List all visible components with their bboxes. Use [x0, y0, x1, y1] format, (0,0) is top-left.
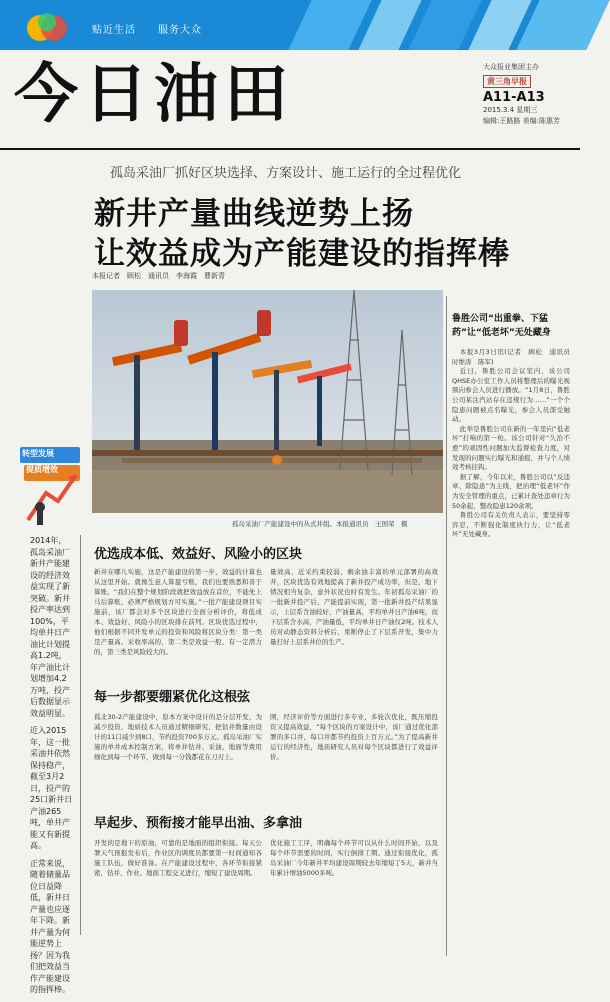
section-1-left-text: 新井在哪儿实施，这是产能建设的第一步，效益的计算也从这里开始。就像生意人算盈亏账，我们也要熟悉和善于算账。“我们在整个规划阶段就把效益放在首位，不能先上马后算账，必须严格规划方可实施。”一批产能建设项目实施前，该厂都会对多个区块进行全面分析评价，将低成本、效益好、风险小的区块排在前列。区块优选过程中，他们根据不同开发单元的投资和风险将区块分类：第一类是产量高、采收率高的，第二类是效益一般、有一定潜力的，第三类是风险较大的。 — [94, 568, 262, 656]
article-byline: 本报记者 顾松 通讯员 李海霞 曹新青 — [92, 272, 225, 280]
sidebar-paragraph: 2014年，孤岛采油厂新井产能建设的经济效益实现了新突破。新井投产率达到100%，平均单井日产油比计划提高1.2吨，年产油比计划增加4.2万吨，投产后数据显示效益明显。 — [30, 536, 70, 718]
right-article-paragraph: 据了解，今年以来，鲁胜公司以“反违章、除隐患”为主线，把治理“低老坏”作为安全管理的重点，已累计查处违章行为50余起，整改隐患120余项。 — [452, 472, 570, 510]
page-range: A11-A13 — [483, 90, 545, 105]
sidebar-paragraph: 近入2015年，这一批采油井依然保持稳产，截至3月2日，投产的25口新井日产油265吨，单井产能又有新提高。 — [30, 726, 73, 850]
right-article-byline: 本报3月3日讯(记者 顾松 通讯员 时维涛 陈军) — [452, 348, 577, 366]
right-article-title: 鲁胜公司“出重拳、下猛药”让“低老坏”无处藏身 — [452, 314, 551, 338]
top-banner — [0, 0, 580, 50]
article-subhead: 孤岛采油厂抓好区块选择、方案设计、施工运行的全过程优化 — [110, 166, 462, 181]
section-2-right-text: 围，经济评价等方面进行多专业、多轮次优化，既压缩投资又提高效益，“每个区块的方案设计中，该厂通过优化部署的多口井，每口井都节约投资上百万元。”为了提高新井运行的经济性，地质研究人员对每个区块都进行了效益评价。 — [270, 713, 438, 761]
section-title-3: 早起步、预衔接才能早出油、多拿油 — [94, 816, 303, 831]
oilfield-photo — [92, 290, 443, 513]
right-column-divider — [446, 296, 447, 956]
section-1-right-text: 量效高、近采约束较弱、剩余油丰富的单元部署的高效井，区块优选有效地提高了新井投产成功率，但是，地下情况相当复杂，意外状况也时有发生。年初孤岛采油厂的一批新井投产后，产能提前实现，第一批新井投产结果显示，上层系含油较好，产油量高，平均单井日产油6吨，而下层系含水高，产油量低，平均单井日产油仅2吨。技术人员对动静态资料分析后，果断停止了下层系开发，集中力量打好上层系井位的生产。 — [270, 568, 438, 646]
issue-date: 2015.3.4 星期三 — [483, 106, 538, 114]
photo-caption: 孤岛采油厂产能建设中的丛式井组。本报通讯员 王国荣 摄 — [232, 520, 408, 528]
section-3-right-text: 优化施工工序，明确每个环节可以从什么时间开始，以及每个环节需要的时间，实行倒排工期。通过衔接优化，孤岛采油厂今年新井平均建设周期较去年缩短了5天，新井当年累计增油5000多吨。 — [270, 839, 438, 877]
section-title-1: 优选成本低、效益好、风险小的区块 — [94, 547, 303, 562]
sidebar-paragraph: 正常来说，随着储量品位日益降低，新井日产量也应逐年下降。新井产量为何能逆势上扬？因为我们把效益当作产能建设的指挥棒。 — [30, 858, 70, 994]
badge-text: 转型发展 提质增效 — [22, 449, 58, 474]
column-divider — [80, 535, 81, 935]
masthead-divider — [0, 148, 580, 150]
right-article-body — [452, 348, 577, 540]
brand-badge: 黄三角早报 — [483, 75, 531, 88]
section-title-2: 每一步都要绷紧优化这根弦 — [94, 690, 251, 705]
right-article — [452, 312, 577, 540]
sidebar-intro — [30, 535, 74, 1002]
publisher: 大众报业集团主办 — [483, 63, 539, 71]
newspaper-logo — [20, 8, 82, 48]
right-article-paragraph: 此举是鲁胜公司在新的一年里向“低老坏”打响的第一枪。该公司针对“久治不愈”的顽固性问题加大监督检查力度，对发现的问题实行曝光和通报，并与个人绩效考核挂钩。 — [452, 424, 570, 472]
right-article-paragraph: 近日，鲁胜公司会议室内，该公司QHSE办公室工作人员将整理后的曝光视频向参会人员进行播放。“1月8日，鲁胜公司某注汽站存在违规行为……”一个个隐患问题被点名曝光，参会人员深受触动。 — [452, 367, 570, 424]
headline-line-2: 让效益成为产能建设的指挥棒 — [94, 236, 510, 272]
section-3-left-text: 开发的是地下的原油，可靠的是地面的组织衔接。每天公署天气预报发布后，作业区的调度员都要第一时间通知各施工队伍，做好准备。在产能建设过程中，各环节衔接紧密，钻井、作业、地面工程交叉进行，缩短了建设周期。 — [94, 839, 262, 877]
headline-line-1: 新井产量曲线逆势上扬 — [94, 196, 414, 232]
banner-slogans: 贴近生活 服务大众 — [92, 25, 202, 36]
masthead-info — [483, 62, 575, 127]
editors: 编辑:王路路 美编:陈惠芳 — [483, 117, 560, 125]
masthead-title: 今日油田 — [14, 58, 294, 132]
right-article-paragraph: 鲁胜公司有关负责人表示，要坚持零容忍，不断强化制度执行力，让“低老坏”无处藏身。 — [452, 511, 570, 539]
section-2-left-text: 孤北30-2产能建设中，原本方案中设计的是分层开发，为减少投资，地质技术人员通过精细研究，把钻井数量由设计的11口减少到8口，节约投资700多万元。孤岛采油厂实施的单井成本控制方案，将单井钻井、采油、地面等费用细化到每一个环节，做到每一分钱都花在刀刃上。 — [94, 713, 262, 761]
